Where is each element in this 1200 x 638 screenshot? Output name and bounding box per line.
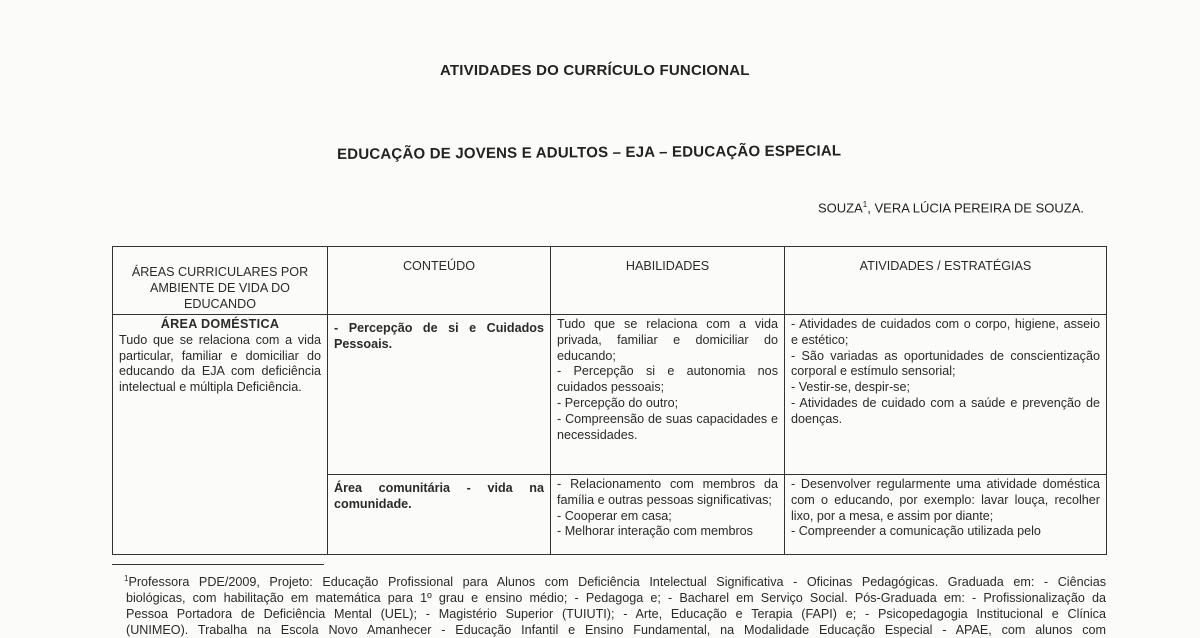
activity-item: - Atividades de cuidado com a saúde e prevenção de doenças. [791,395,1100,426]
curriculum-table [112,246,1107,555]
activity-item: - Vestir-se, despir-se; [791,380,910,395]
footnote-line: biológicas, com habilitação em matemática para 1º grau e ensino médio; - Pedagoga e; - Bacharel em Serviço Social. Pós-Graduada em: - Profissionalização da [126,591,1106,606]
activity-item: - São variadas as oportunidades de conscientização corporal e estímulo sensorial; [791,348,1100,379]
footnote-line: Pessoa Portadora de Deficiência Mental (UEL); - Magistério Superior (TUIUTI); - Arte, Educação e Terapia (FAPI) e; - Psicopedagogia Institucional e Clínica [126,607,1106,622]
skill-item: - Percepção si e autonomia nos cuidados pessoais; [557,364,778,395]
skill-item: - Percepção do outro; [557,395,679,410]
header-skills: HABILIDADES [551,247,785,315]
activities-cell [785,475,1107,555]
area-description: Tudo que se relaciona com a vida particular, familiar e domiciliar do educando da EJA com deficiência intelectual e múltipla Deficiência. [119,332,321,395]
activities-cell [785,315,1107,475]
area-title: ÁREA DOMÉSTICA [160,317,280,331]
content-cell [328,475,551,555]
footnote-line: (UNIMEO). Trabalha na Escola Novo Amanhecer - Educação Infantil e Ensino Fundamental, na Modalidade Educação Especial - APAE, com alunos com [126,623,1106,638]
footnote-divider [112,564,324,565]
footnote-line-text: Professora PDE/2009, Projeto: Educação Profissional para Alunos com Deficiência Intelectual Significativa - Oficinas Pedagógicas. Graduada em: - Ciências [128,575,1106,590]
content-cell [328,315,551,475]
header-content: CONTEÚDO [328,247,551,315]
author-surname: SOUZA [818,200,863,216]
skills-cell [551,475,785,555]
content-text: Área comunitária - vida na comunidade. [334,481,544,511]
document-title: ATIVIDADES DO CURRÍCULO FUNCIONAL [440,62,750,79]
author-line [818,200,1084,215]
skill-item: - Melhorar interação com membros [557,524,753,539]
footnote-mark: 1 [124,574,129,583]
footnote-line [124,571,1106,590]
header-activities: ATIVIDADES / ESTRATÉGIAS [785,247,1107,315]
header-areas: ÁREAS CURRICULARES POR AMBIENTE DE VIDA DO EDUCANDO [113,247,328,315]
author-fullname: , VERA LÚCIA PEREIRA DE SOUZA. [867,200,1084,216]
table-row [113,315,1107,475]
skill-item: - Relacionamento com membros da família e outras pessoas significativas; [557,477,778,507]
activity-item: - Atividades de cuidados com o corpo, higiene, asseio e estético; [791,317,1100,347]
content-text: - Percepção de si e Cuidados Pessoais. [334,321,544,351]
activity-item: - Desenvolver regularmente uma atividade doméstica com o educando, por exemplo: lavar louça, recolher lixo, por a mesa, e assim por diante; [791,477,1100,523]
skill-item: Tudo que se relaciona com a vida privada, familiar e domiciliar do educando; [557,317,778,363]
skill-item: - Compreensão de suas capacidades e necessidades. [557,411,778,442]
document-subtitle: EDUCAÇÃO DE JOVENS E ADULTOS – EJA – EDUCAÇÃO ESPECIAL [337,142,842,163]
area-cell [113,315,328,555]
footnote-reference: 1 [862,200,868,209]
skill-item: - Cooperar em casa; [557,508,672,523]
activity-item: - Compreender a comunicação utilizada pelo [791,524,1041,539]
footnote [126,571,1106,638]
table-header-row [113,247,1107,315]
skills-cell [551,315,785,475]
